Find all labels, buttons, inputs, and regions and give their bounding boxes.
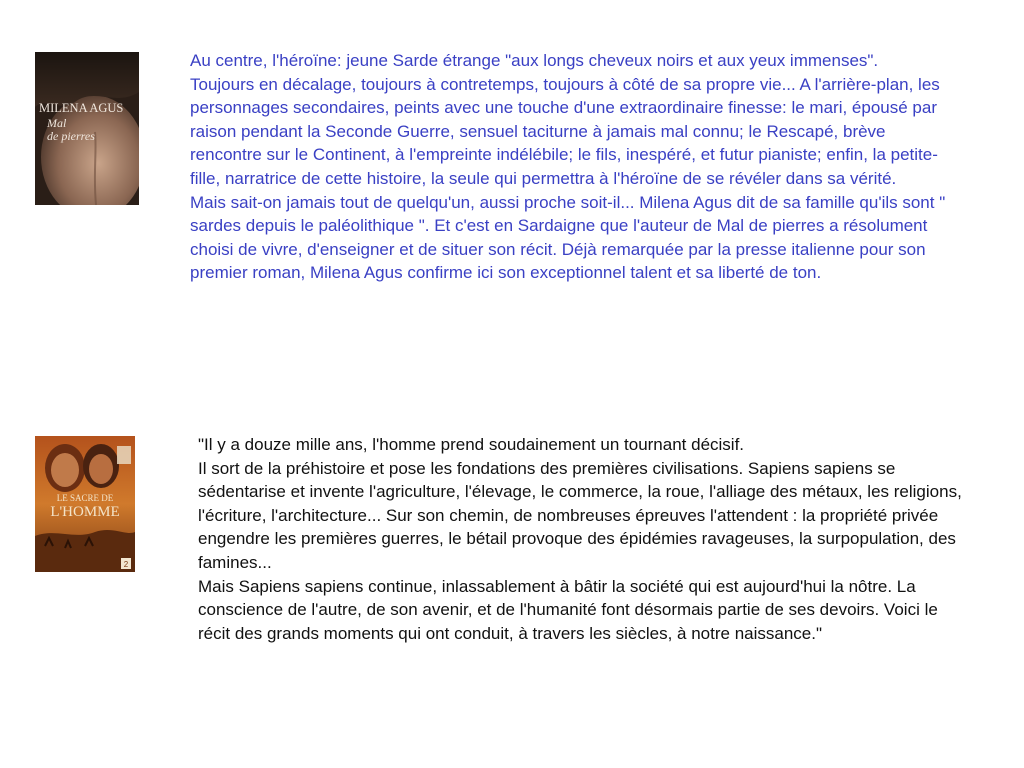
cover2-title-line2: L'HOMME (50, 504, 120, 520)
cover2-volume: 2 (123, 560, 129, 569)
cover-art-le-sacre-de-lhomme (35, 436, 135, 572)
book2-description (198, 433, 968, 645)
cover-title-line2: de pierres (47, 129, 95, 143)
cover2-title-line1: LE SACRE DE (56, 493, 114, 503)
book2-paragraph-2: Il sort de la préhistoire et pose les fondations des premières civilisations. Sapiens sapiens se sédentarise et invente l'agriculture, l'élevage, le commerce, la roue, l'alliage des métaux, les religions, l'écriture, l'architecture... Sur son chemin, de nombreuses épreuves l'attendent : la propriété privée engendre les premières guerres, le bétail provoque des épidémies ravageuses, la surpopulation, des famines... (198, 458, 962, 572)
cover-author: MILENA AGUS (39, 101, 124, 115)
book-cover-mal-de-pierres (35, 52, 139, 205)
cover-title-line1: Mal (47, 116, 67, 130)
book1-paragraph-2: Toujours en décalage, toujours à contretemps, toujours à côté de sa propre vie... A l'arrière-plan, les personnages secondaires, peints avec une touche d'une extraordinaire finesse: le mari, épousé par raison pendant la Seconde Guerre, sensuel taciturne à jamais mal connu; le Rescapé, brève rencontre sur le Continent, à l'empreinte indélébile; le fils, inespéré, et futur pianiste; enfin, la petite-fille, narratrice de cette histoire, la seule qui permettra à l'héroïne de se révéler dans sa vérité. (190, 74, 940, 188)
book1-paragraph-1: Au centre, l'héroïne: jeune Sarde étrange "aux longs cheveux noirs et aux yeux immenses". (190, 51, 879, 70)
book-cover-le-sacre-de-lhomme (35, 436, 135, 572)
cover-art-mal-de-pierres (35, 52, 139, 205)
book2-paragraph-3: Mais Sapiens sapiens continue, inlassablement à bâtir la société qui est aujourd'hui la nôtre. La conscience de l'autre, de son avenir, et de l'humanité font désormais partie de ses devoirs. Voici le récit des grands moments qui ont conduit, à travers les siècles, à notre naissance." (198, 576, 938, 643)
book2-paragraph-1: "Il y a douze mille ans, l'homme prend soudainement un tournant décisif. (198, 435, 745, 454)
book1-description (190, 49, 960, 285)
book1-paragraph-3: Mais sait-on jamais tout de quelqu'un, aussi proche soit-il... Milena Agus dit de sa famille qu'ils sont " sardes depuis le paléolithique ". Et c'est en Sardaigne que l'auteur de Mal de pierres a résolument choisi de vivre, d'enseigner et de situer son récit. Déjà remarquée par la presse italienne pour son premier roman, Milena Agus confirme ici son exceptionnel talent et sa liberté de ton. (190, 192, 946, 283)
